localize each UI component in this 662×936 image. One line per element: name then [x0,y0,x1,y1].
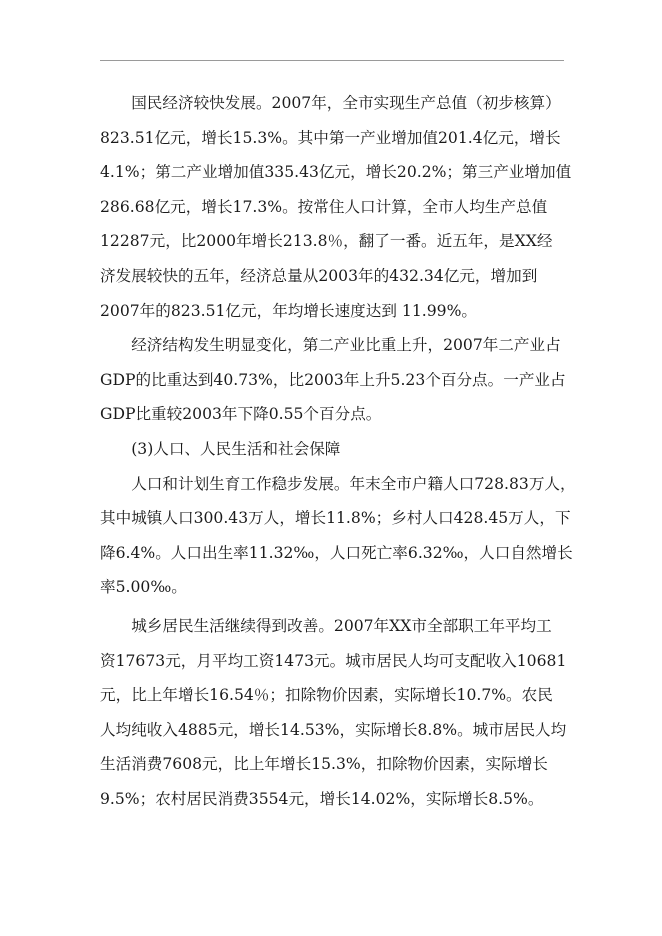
text-line: 人均纯收入4885元，增长14.53%，实际增长8.8%。城市居民人均 [100,720,567,739]
paragraph-population [100,467,576,605]
text-line: GDP比重较2003年下降0.55个百分点。 [100,405,382,424]
text-line: 城乡居民生活继续得到改善。2007年XX市全部职工年平均工 [100,616,552,635]
text-line: 率5.00‰。 [100,578,187,597]
document-body [100,86,576,816]
paragraph-living-standards [100,609,570,817]
header-rule [100,60,564,61]
text-line: 经济结构发生明显变化，第二产业比重上升，2007年二产业占 [100,336,561,355]
text-line: 4.1%；第二产业增加值335.43亿元，增长20.2%；第三产业增加值 [100,163,572,182]
text-line: 资17673元，月平均工资1473元。城市居民人均可支配收入10681 [100,651,567,670]
text-line: 生活消费7608元，比上年增长15.3%，扣除物价因素，实际增长 [100,755,548,774]
text-line: 降6.4%。人口出生率11.32‰，人口死亡率6.32‰，人口自然增长 [100,543,573,562]
text-line: 9.5%；农村居民消费3554元，增长14.02%，实际增长8.5%。 [100,789,544,808]
text-line: 2007年的823.51亿元，年均增长速度达到 11.99%。 [100,301,477,320]
text-line: 国民经济较快发展。2007年，全市实现生产总值（初步核算） [100,94,561,112]
text-line: 元，比上年增长16.54％；扣除物价因素，实际增长10.7%。农民 [100,686,553,705]
text-line: 12287元，比2000年增长213.8％，翻了一番。近五年，是XX经 [100,232,553,251]
paragraph-structure [100,328,570,432]
text-line: 286.68亿元，增长17.3%。按常住人口计算，全市人均生产总值 [100,197,548,216]
paragraph-economy [100,86,570,328]
text-line: 其中城镇人口300.43万人，增长11.8%；乡村人口428.45万人，下 [100,509,571,528]
text-line: GDP的比重达到40.73%，比2003年上升5.23个百分点。一产业占 [100,370,566,389]
text-line: 济发展较快的五年，经济总量从2003年的432.34亿元，增加到 [100,266,538,285]
section-heading-text: (3)人口、人民生活和社会保障 [100,439,341,458]
text-line: 人口和计划生育工作稳步发展。年末全市户籍人口728.83万人， [100,474,576,493]
section-heading-population [100,432,570,467]
text-line: 823.51亿元，增长15.3%。其中第一产业增加值201.4亿元，增长 [100,128,561,147]
